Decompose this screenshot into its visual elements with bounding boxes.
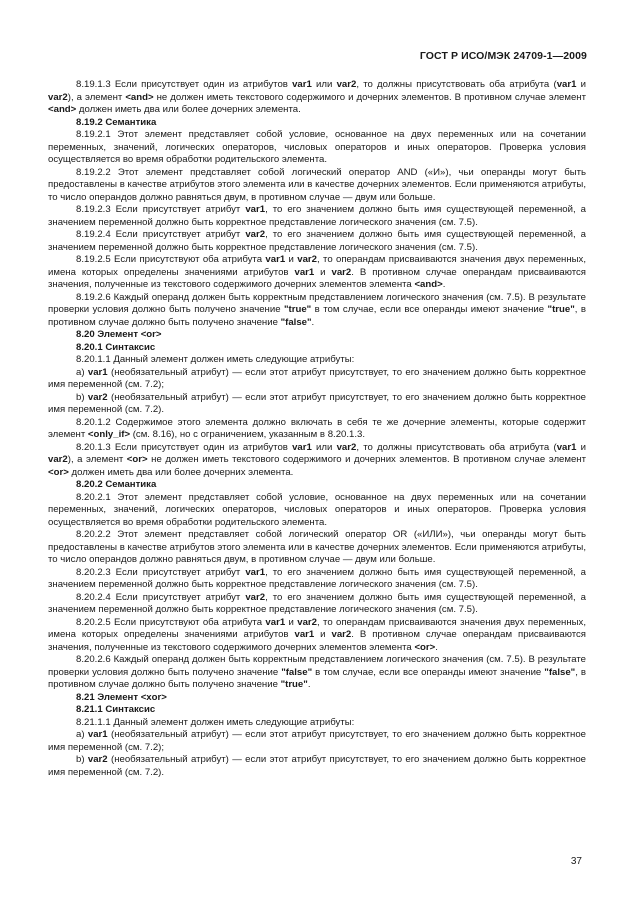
paragraph: 8.19.2.6 Каждый операнд должен быть корректным представлением логического значения (см. 7.5). В результате проверки условия должно быть получено значение "true" в том случае, если все операнды имеют значение "true", в противном случае должно быть получено значение "false". xyxy=(48,291,586,328)
section-heading: 8.21.1 Синтаксис xyxy=(76,704,156,715)
paragraph: 8.19.2.1 Этот элемент представляет собой условие, основанное на двух переменных или на сочетании переменных, значений, логических операторов, числовых операторов и иных операторов. Проверка условия осуществляется во время обработки родительского элемента. xyxy=(48,129,586,165)
document-header: ГОСТ Р ИСО/МЭК 24709-1—2009 xyxy=(419,50,587,62)
paragraph: a) var1 (необязательный атрибут) — если этот атрибут присутствует, то его значением должно быть корректное имя переменной (см. 7.2); xyxy=(48,729,586,753)
section-heading: 8.21 Элемент <xor> xyxy=(76,691,167,703)
paragraph: 8.20.1.3 Если присутствует один из атрибутов var1 или var2, то должны присутствовать оба атрибута (var1 и var2), а элемент <or> не должен иметь текстового содержимого и дочерних элементов. В противном случае элемент <or> должен иметь два или более дочерних элемента. xyxy=(48,441,587,478)
paragraph: 8.20.2.3 Если присутствует атрибут var1, то его значением должно быть имя существующей переменной, а значением переменной должно быть корректное представление логического значения (см. 7.5). xyxy=(48,566,586,590)
paragraph: 8.19.2.5 Если присутствуют оба атрибута var1 и var2, то операндам присваиваются значения двух переменных, имена которых определены значениями атрибутов var1 и var2. В противном случае операндам присваиваются значения, полученные из текстового содержимого дочерних элементов элемента <and>. xyxy=(48,254,586,290)
paragraph: 8.20.2.6 Каждый операнд должен быть корректным представлением логического значения (см. 7.5). В результате проверки условия должно быть получено значение "false" в том случае, если все операнды имеют значение "false", в противном случае должно быть получено значение "true". xyxy=(48,654,586,690)
document-body xyxy=(48,79,586,779)
paragraph: 8.19.2.4 Если присутствует атрибут var2, то его значением должно быть имя существующей переменной, а значением переменной должно быть корректное представление логического значения (см. 7.5). xyxy=(48,229,586,253)
paragraph: 8.20.2.1 Этот элемент представляет собой условие, основанное на двух переменных или на сочетании переменных, значений, логических операторов, числовых операторов и иных операторов. Проверка условия осуществляется во время обработки родительского элемента. xyxy=(48,491,586,528)
paragraph: 8.20.2.4 Если присутствует атрибут var2, то его значением должно быть имя существующей переменной, а значением переменной должно быть корректное представление логического значения (см. 7.5). xyxy=(48,591,586,615)
section-heading: 8.19.2 Семантика xyxy=(76,116,157,128)
paragraph: 8.19.1.3 Если присутствует один из атрибутов var1 или var2, то должны присутствовать оба атрибута (var1 и var2), а элемент <and> не должен иметь текстового содержимого и дочерних элементов. В противном случае элемент <and> должен иметь два или более дочерних элемента. xyxy=(48,79,587,115)
paragraph: a) var1 (необязательный атрибут) — если этот атрибут присутствует, то его значением должно быть корректное имя переменной (см. 7.2); xyxy=(48,366,586,390)
paragraph: 8.19.2.3 Если присутствует атрибут var1, то его значением должно быть имя существующей переменной, а значением переменной должно быть корректное представление логического значения (см. 7.5). xyxy=(48,204,586,228)
section-heading: 8.20.2 Семантика xyxy=(76,479,157,490)
paragraph: 8.20.2.2 Этот элемент представляет собой логический оператор OR («ИЛИ»), чьи операнды могут быть предоставлены в качестве атрибутов этого элемента или в качестве дочерних элементов. Если применяются атрибуты, то число операндов должно равняться двум, в противном случае — двум или больше. xyxy=(48,529,586,565)
paragraph: 8.20.2.5 Если присутствуют оба атрибута var1 и var2, то операндам присваиваются значения двух переменных, имена которых определены значениями атрибутов var1 и var2. В противном случае операндам присваиваются значения, полученные из текстового содержимого дочерних элементов элемента <or>. xyxy=(48,616,586,653)
paragraph: 8.20.1.2 Содержимое этого элемента должно включать в себя те же дочерние элементы, которые содержит элемент <only_if> (см. 8.16), но с ограничением, указанным в 8.20.1.3. xyxy=(48,416,586,440)
section-heading: 8.20.1 Синтаксис xyxy=(76,341,156,353)
section-heading: 8.20 Элемент <or> xyxy=(76,329,162,340)
paragraph: 8.21.1.1 Данный элемент должен иметь следующие атрибуты: xyxy=(76,716,355,728)
paragraph: 8.20.1.1 Данный элемент должен иметь следующие атрибуты: xyxy=(76,354,355,365)
paragraph: b) var2 (необязательный атрибут) — если этот атрибут присутствует, то его значением должно быть корректное имя переменной (см. 7.2). xyxy=(48,391,586,415)
paragraph: b) var2 (необязательный атрибут) — если этот атрибут присутствует, то его значением должно быть корректное имя переменной (см. 7.2). xyxy=(48,754,586,778)
paragraph: 8.19.2.2 Этот элемент представляет собой логический оператор AND («И»), чьи операнды могут быть предоставлены в качестве атрибутов этого элемента или в качестве дочерних элементов. Если применяются атрибуты, то число операндов должно равняться двум, в противном случае — двум или больше. xyxy=(48,166,586,203)
page-number: 37 xyxy=(570,856,582,867)
